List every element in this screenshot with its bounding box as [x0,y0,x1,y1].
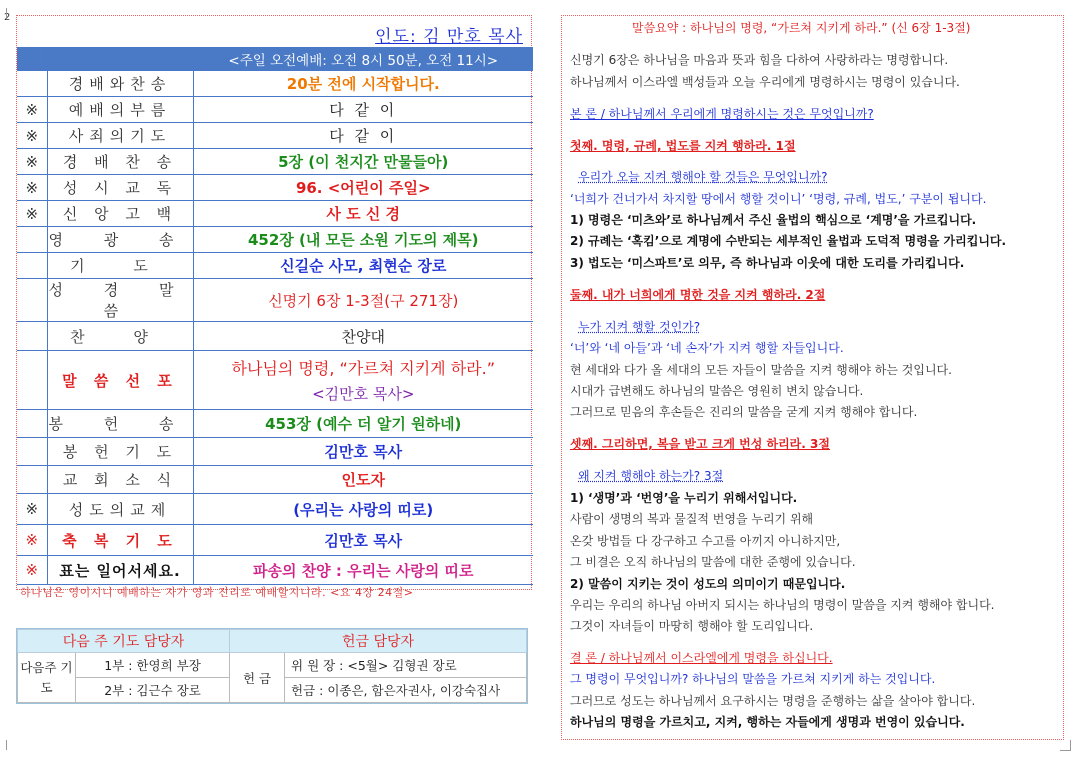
order-item-value: 김만호 목사 [193,438,533,466]
bible-verse: 하나님은 영이시니 예배하는 자가 영과 진리로 예배할지니라. <요 4장 24절> [20,586,414,599]
service-time: <주일 오전예배: 오전 8시 50분, 오전 11시> [193,47,533,71]
second-line: ‘너’와 ‘네 아들’과 ‘네 손자’가 지켜 행할 자들입니다. [570,341,844,355]
offering-label: 헌 금 [230,653,285,703]
table-row [18,653,527,678]
offering-duty-header: 헌금 담당자 [230,630,527,653]
offering-members: 헌금 : 이종은, 함은자권사, 이강숙집사 [285,678,527,703]
crop-mark [6,740,17,750]
table-row: ※ 표는 일어서세요. 파송의 찬양 : 우리는 사랑의 띠로 [17,556,533,585]
second-line: 그러므로 믿음의 후손들은 진리의 말씀을 굳게 지켜 행해야 합니다. [570,405,918,419]
committee-chair: 위 원 장 : <5월> 김형권 장로 [285,653,527,678]
order-item-name: 표는 일어서세요. [47,556,193,585]
third-line: 사람이 생명의 복과 물질적 번영을 누리기 위해 [570,512,814,526]
third-line: 우리는 우리의 하나님 아버지 되시는 하나님의 명령이 말씀을 지켜 행해야 합니다. [570,598,995,612]
table-row: ※ 성도의교제 (우리는 사랑의 띠로) [17,494,533,525]
order-item-value: 5장 (이 천지간 만물들아) [193,149,533,175]
second-line: 현 세대와 다가 올 세대의 모든 자들이 말씀을 지켜 행해야 하는 것입니다. [570,363,952,377]
table-row [17,253,533,279]
next-week-label: 다음주 기 도 [18,653,76,703]
order-item-name: 성도의교제 [47,494,193,525]
table-row [17,351,533,410]
sermon-summary-panel [561,15,1064,740]
order-item-value: 찬양대 [193,322,533,351]
order-item-value: 다 같 이 [193,97,533,123]
third-question: 왜 지켜 행해야 하는가? 3절 [578,469,724,483]
page-number: 2 [4,12,11,23]
first-line: 2) 규례는 ‘혹킴’으로 계명에 수반되는 세부적인 율법과 도덕적 명령을 가리킵니다. [570,234,1007,248]
prayer-part1: 1부 : 한영희 부장 [76,653,230,678]
table-row [17,438,533,466]
order-item-name: 신 앙 고 백 [47,201,193,227]
order-item-value: 다 같 이 [193,123,533,149]
order-item-name: 봉 헌 기 도 [47,438,193,466]
second-line: 시대가 급변해도 하나님의 말씀은 영원히 변치 않습니다. [570,384,864,398]
first-point-title: 첫째. 명령, 규례, 법도를 지켜 행하라. 1절 [570,139,796,153]
table-row [17,71,533,97]
order-item-value: 김만호 목사 [193,525,533,556]
conclusion-line: 그러므로 성도는 하나님께서 요구하시는 명령을 준행하는 삶을 살아야 합니다. [570,694,976,708]
table-row: ※ 신 앙 고 백 사 도 신 경 [17,201,533,227]
order-item-value: 96. <어린이 주일> [193,175,533,201]
third-point-title: 셋째. 그리하면, 복을 받고 크게 번성 하리라. 3절 [570,437,830,451]
order-item-value: 파송의 찬양 : 우리는 사랑의 띠로 [193,556,533,585]
summary-title: 말씀요약 : 하나님의 명령, “가르쳐 지키게 하라.” (신 6장 1-3절) [632,21,971,35]
table-row: ※ 축 복 기 도 김만호 목사 [17,525,533,556]
first-line: ‘너희가 건너가서 차지할 땅에서 행할 것이니’ ‘명령, 규례, 법도,’ 구분이 됩니다. [570,192,987,206]
order-item-name: 교 회 소 식 [47,466,193,494]
sermon-title: 하나님의 명령, “가르쳐 지키게 하라.” [231,359,495,378]
third-line: 그 비결은 오직 하나님의 말씀에 대한 준행에 있습니다. [570,555,856,569]
table-row [17,322,533,351]
order-item-name: 축 복 기 도 [47,525,193,556]
order-item-name: 경 배 찬 송 [47,149,193,175]
crop-mark [1060,740,1071,751]
table-row [17,410,533,438]
pastor-title: 인도: 김 만호 목사 [375,27,523,47]
table-row: ※ 경 배 찬 송 5장 (이 천지간 만물들아) [17,149,533,175]
order-item-value: (우리는 사랑의 띠로) [193,494,533,525]
order-item-value: 사 도 신 경 [193,201,533,227]
order-item-value: 신명기 6장 1-3절(구 271장) [193,279,533,322]
first-question: 우리가 오늘 지켜 행해야 할 것들은 무엇입니까? [578,170,828,184]
second-point-title: 둘째. 내가 너희에게 명한 것을 지켜 행하라. 2절 [570,288,826,302]
order-item-value [193,351,533,410]
order-item-name: 말 씀 선 포 [47,351,193,410]
conclusion-title: 결 론 / 하나님께서 이스라엘에게 명령을 하십니다. [570,651,833,665]
order-item-name: 찬 양 [47,322,193,351]
sermon-preacher: <김만호 목사> [312,385,415,403]
order-item-name: 예배의부름 [47,97,193,123]
intro-line: 신명기 6장은 하나님을 마음과 뜻과 힘을 다하여 사랑하라는 명령합니다. [570,53,949,67]
first-line: 3) 법도는 ‘미스파트’로 의무, 즉 하나님과 이웃에 대한 도리를 가리킵니다. [570,256,965,270]
order-item-name: 경배와찬송 [47,71,193,97]
main-section-title: 본 론 / 하나님께서 우리에게 명령하시는 것은 무엇입니까? [570,107,874,121]
conclusion-line: 그 명령이 무엇입니까? 하나님의 말씀을 가르쳐 지키게 하는 것입니다. [570,672,936,686]
order-item-name: 사죄의기도 [47,123,193,149]
third-line: 그것이 자녀들이 마땅히 행해야 할 도리입니다. [570,619,814,633]
order-item-name: 영 광 송 [47,227,193,253]
order-item-name: 성 경 말 씀 [47,279,193,322]
first-line: 1) 명령은 ‘미츠와’로 하나님께서 주신 율법의 핵심으로 ‘계명’을 가르킵니다. [570,213,977,227]
order-item-name: 봉 헌 송 [47,410,193,438]
order-item-value: 452장 (내 모든 소원 기도의 제목) [193,227,533,253]
order-item-name: 기 도 [47,253,193,279]
third-line: 1) ‘생명’과 ‘번영’을 누리기 위해서입니다. [570,491,798,505]
prayer-part2: 2부 : 김근수 장로 [76,678,230,703]
intro-line: 하나님께서 이스라엘 백성들과 오늘 우리에게 명령하시는 명령이 있습니다. [570,75,960,89]
order-item-value: 신길순 사모, 최현순 장로 [193,253,533,279]
table-row: ※ 사죄의기도 다 같 이 [17,123,533,149]
duty-header-row [18,630,527,653]
table-row [17,227,533,253]
worship-order-panel [16,15,532,590]
table-row: ※ 성 시 교 독 96. <어린이 주일> [17,175,533,201]
worship-order-table [17,47,533,585]
table-row: ※ 예배의부름 다 같 이 [17,97,533,123]
order-item-value: 453장 (예수 더 알기 원하네) [193,410,533,438]
table-row [17,279,533,322]
table-row [17,466,533,494]
third-line: 2) 말씀이 지키는 것이 성도의 의미이기 때문입니다. [570,577,846,591]
order-item-name: 성 시 교 독 [47,175,193,201]
second-question: 누가 지켜 행할 것인가? [578,320,701,334]
conclusion-line: 하나님의 명령을 가르치고, 지켜, 행하는 자들에게 생명과 번영이 있습니다. [570,715,965,729]
service-header-row [17,47,533,71]
duty-table [16,628,528,704]
order-item-value: 인도자 [193,466,533,494]
third-line: 온갖 방법들 다 강구하고 수고를 아끼지 아니하지만, [570,534,841,548]
order-item-value: 20분 전에 시작합니다. [193,71,533,97]
prayer-duty-header: 다음 주 기도 담당자 [18,630,230,653]
